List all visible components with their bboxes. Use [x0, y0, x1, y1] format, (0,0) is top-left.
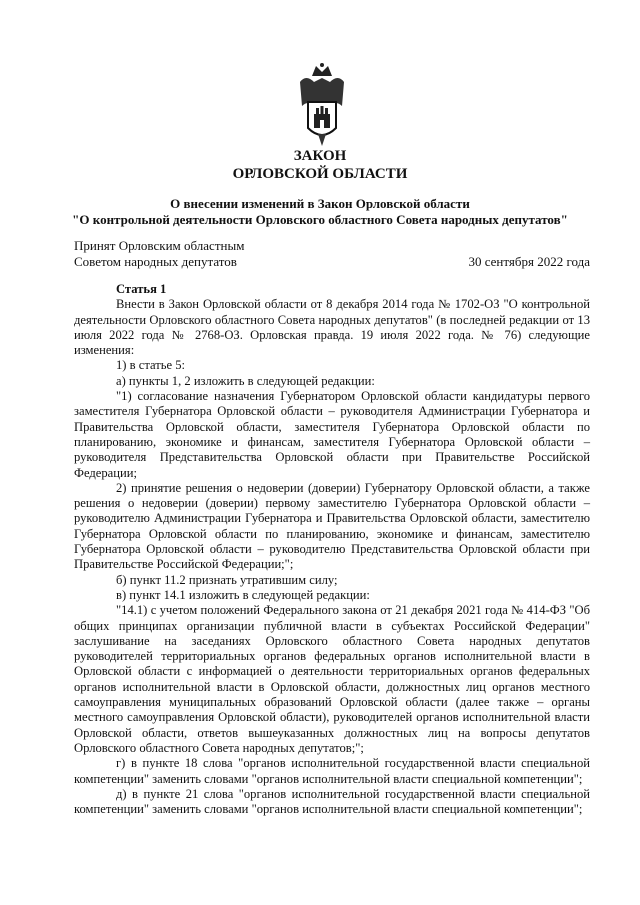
paragraph: в) пункт 14.1 изложить в следующей редакции:	[116, 587, 370, 602]
law-subtitle-line1: О внесении изменений в Закон Орловской области	[170, 196, 470, 211]
law-subtitle-line2: "О контрольной деятельности Орловского областного Совета народных депутатов"	[72, 212, 568, 227]
paragraph: б) пункт 11.2 признать утратившим силу;	[116, 572, 338, 587]
article-body	[74, 282, 590, 817]
paragraph: д) в пункте 21 слова "органов исполнительной государственной власти специальной компетенции" заменить словами "органов исполнительной власти специальной компетенции";	[74, 786, 590, 817]
paragraph: г) в пункте 18 слова "органов исполнительной государственной власти специальной компетенции" заменить словами "органов исполнительной власти специальной компетенции";	[74, 756, 590, 786]
paragraph: "1) согласование назначения Губернатором Орловской области кандидатуры первого заместителя Губернатора Орловской области – руководителя Администрации Губернатора и Правительства Орловской области, заместителя Губернатора Орловской области по планированию, экономике и финансам, заместителя Губернатора Орловской области – руководителя Представительства Орловской области при Правительстве Российской Федерации;	[74, 389, 590, 480]
adoption-date: 30 сентября 2022 года	[468, 254, 590, 269]
coat-of-arms-icon	[296, 62, 348, 148]
article-heading: Статья 1	[116, 282, 167, 296]
paragraph: 1) в статье 5:	[116, 358, 186, 373]
law-title: ЗАКОН	[293, 148, 347, 164]
paragraph: 2) принятие решения о недоверии (доверии) Губернатору Орловской области, а также решения о недоверии (доверии) первому заместителю Губернатора Орловской области – руководителю Администрации Губернатора и Правительства Орловской области, заместителю Губернатора Орловской области по планированию, экономике и финансам, заместителю Губернатора Орловской области – руководителю Представительства Орловской области при Правительстве Российской Федерации;";	[74, 480, 590, 572]
paragraph: Внести в Закон Орловской области от 8 декабря 2014 года № 1702-ОЗ "О контрольной деятельности Орловского областного Совета народных депутатов" (в последней редакции от 13 июля 2022 года № 2768-ОЗ. Орловская правда. 19 июля 2022 года. № 76) следующие изменения:	[74, 297, 590, 358]
adoption-line2: Советом народных депутатов	[74, 254, 237, 269]
adoption-line1: Принят Орловским областным	[74, 238, 245, 253]
paragraph: "14.1) с учетом положений Федерального закона от 21 декабря 2021 года № 414-ФЗ "Об общих принципах организации публичной власти в субъектах Российской Федерации" заслушивание на заседаниях Орловского областного Совета народных депутатов руководителей территориальных органов федеральных органов исполнительной власти в Орловской области с информацией о деятельности территориальных органов федеральных органов исполнительной власти в Орловской области, должностных лиц органов местного самоуправления муниципальных образований Орловской области (далее также – органы местного самоуправления Орловской области), руководителей органов исполнительной власти Орловской области, ответов вышеуказанных должностных лиц на вопросы депутатов Орловского областного Совета народных депутатов;";	[74, 603, 590, 755]
paragraph: а) пункты 1, 2 изложить в следующей редакции:	[116, 373, 375, 388]
law-region-title: ОРЛОВСКОЙ ОБЛАСТИ	[232, 166, 408, 182]
